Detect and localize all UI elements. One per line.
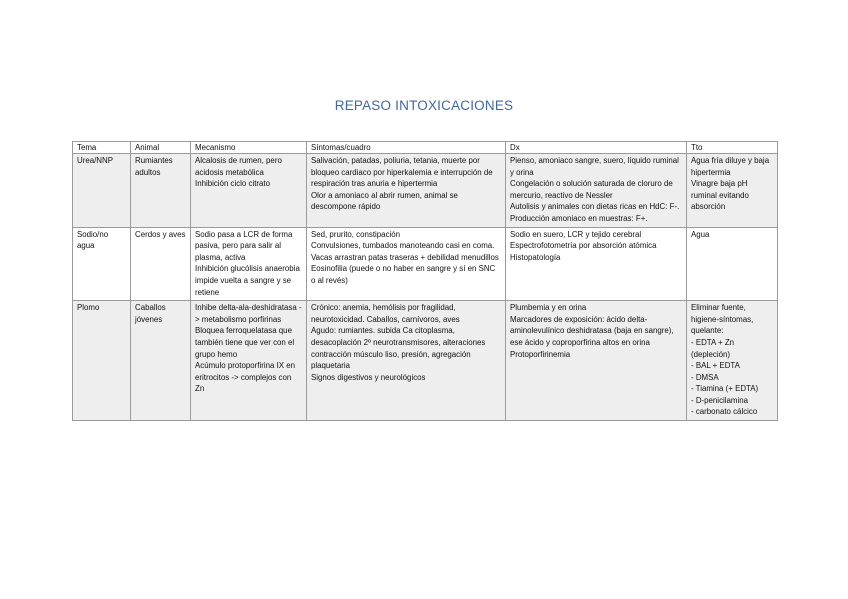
cell-tema bbox=[73, 227, 131, 301]
cell-animal bbox=[131, 301, 191, 421]
table-row bbox=[73, 301, 778, 421]
cell-tto bbox=[687, 301, 778, 421]
cell-text: Agua fría diluye y baja hipertermia Vinagre baja pH ruminal evitando absorción bbox=[691, 156, 770, 212]
cell-text: Urea/NNP bbox=[77, 156, 113, 165]
header-sintomas: Síntomas/cuadro bbox=[307, 142, 506, 154]
cell-tema bbox=[73, 154, 131, 228]
header-animal: Animal bbox=[131, 142, 191, 154]
cell-sintomas bbox=[307, 154, 506, 228]
cell-text: Sodio pasa a LCR de forma pasiva, pero para salir al plasma, activa Inhibición glucólisis anaerobia impide vuelta a sangre y se retiene bbox=[195, 229, 300, 297]
cell-tema bbox=[73, 301, 131, 421]
cell-tto bbox=[687, 154, 778, 228]
header-tto: Tto bbox=[687, 142, 778, 154]
table-row bbox=[73, 227, 778, 301]
cell-mecanismo bbox=[191, 301, 307, 421]
cell-text: Crónico: anemia, hemólisis por fragilidad, neurotoxicidad. Caballos, carnívoros, aves Agudo: rumiantes. subida Ca citoplasma, desacoplación 2º neurotransmisores, alteraciones contracción músculo liso, presión, agregación plaquetaria Signos digestivos y neurológicos bbox=[311, 303, 486, 382]
cell-dx bbox=[506, 227, 687, 301]
cell-text: Plomo bbox=[77, 303, 100, 313]
cell-text: Sodio/no agua bbox=[77, 229, 109, 251]
cell-tto bbox=[687, 227, 778, 301]
header-tema: Tema bbox=[73, 142, 131, 154]
cell-mecanismo bbox=[191, 227, 307, 301]
cell-text: Eliminar fuente, higiene-síntomas, quelante: - EDTA + Zn (depleción) - BAL + EDTA - DMSA - Tiamina (+ EDTA) - D-penicilamina - carbonato cálcico bbox=[691, 303, 759, 417]
cell-animal bbox=[131, 227, 191, 301]
cell-text: Inhibe delta-ala-deshidratasa -> metabolismo porfirinas Bloquea ferroquelatasa que también tiene que ver con el grupo hemo Acúmulo protoporfirina IX en eritrocitos -> complejos con Zn bbox=[195, 303, 302, 394]
table-header-row bbox=[73, 142, 778, 154]
cell-sintomas bbox=[307, 227, 506, 301]
cell-text: Cerdos y aves bbox=[135, 229, 186, 239]
cell-text: Alcalosis de rumen, pero acidosis metabólica Inhibición ciclo citrato bbox=[195, 156, 282, 189]
header-mecanismo: Mecanismo bbox=[191, 142, 307, 154]
cell-text: Plumbemia y en orina Marcadores de exposición: ácido delta-aminolevulínico deshidratasa (baja en sangre), ese ácido y coproporfirina altos en orina Protoporfirinemia bbox=[510, 303, 674, 359]
cell-text: Sodio en suero, LCR y tejido cerebral Espectrofotometría por absorción atómica Histopatología bbox=[510, 229, 657, 262]
cell-dx bbox=[506, 301, 687, 421]
cell-text: Agua bbox=[691, 229, 710, 239]
table-row bbox=[73, 154, 778, 228]
cell-text: Rumiantes adultos bbox=[135, 156, 173, 177]
cell-text: Caballos jóvenes bbox=[135, 303, 166, 324]
cell-text: Salivación, patadas, poliuria, tetania, muerte por bloqueo cardiaco por hiperkalemia e interrupción de respiración tras anuria e hipertermia Olor a amoniaco al abrir rumen, animal se descompone rápido bbox=[311, 156, 493, 212]
header-dx: Dx bbox=[506, 142, 687, 154]
intoxications-table bbox=[72, 141, 778, 421]
cell-sintomas bbox=[307, 301, 506, 421]
cell-animal bbox=[131, 154, 191, 228]
cell-text: Sed, prurito, constipación Convulsiones, tumbados manoteando casi en coma. Vacas arrastran patas traseras + debilidad menudillos Eosinofilia (puede o no haber en sangre y sí en SNC o al revés) bbox=[311, 229, 499, 285]
cell-dx bbox=[506, 154, 687, 228]
cell-mecanismo bbox=[191, 154, 307, 228]
cell-text: Pienso, amoniaco sangre, suero, líquido ruminal y orina Congelación o solución saturada de cloruro de mercurio, reactivo de Nessler Autolisis y animales con dietas ricas en HdC: F-. Producción amoniaco en muestras: F+. bbox=[510, 156, 680, 223]
document-title: REPASO INTOXICACIONES bbox=[334, 98, 514, 113]
